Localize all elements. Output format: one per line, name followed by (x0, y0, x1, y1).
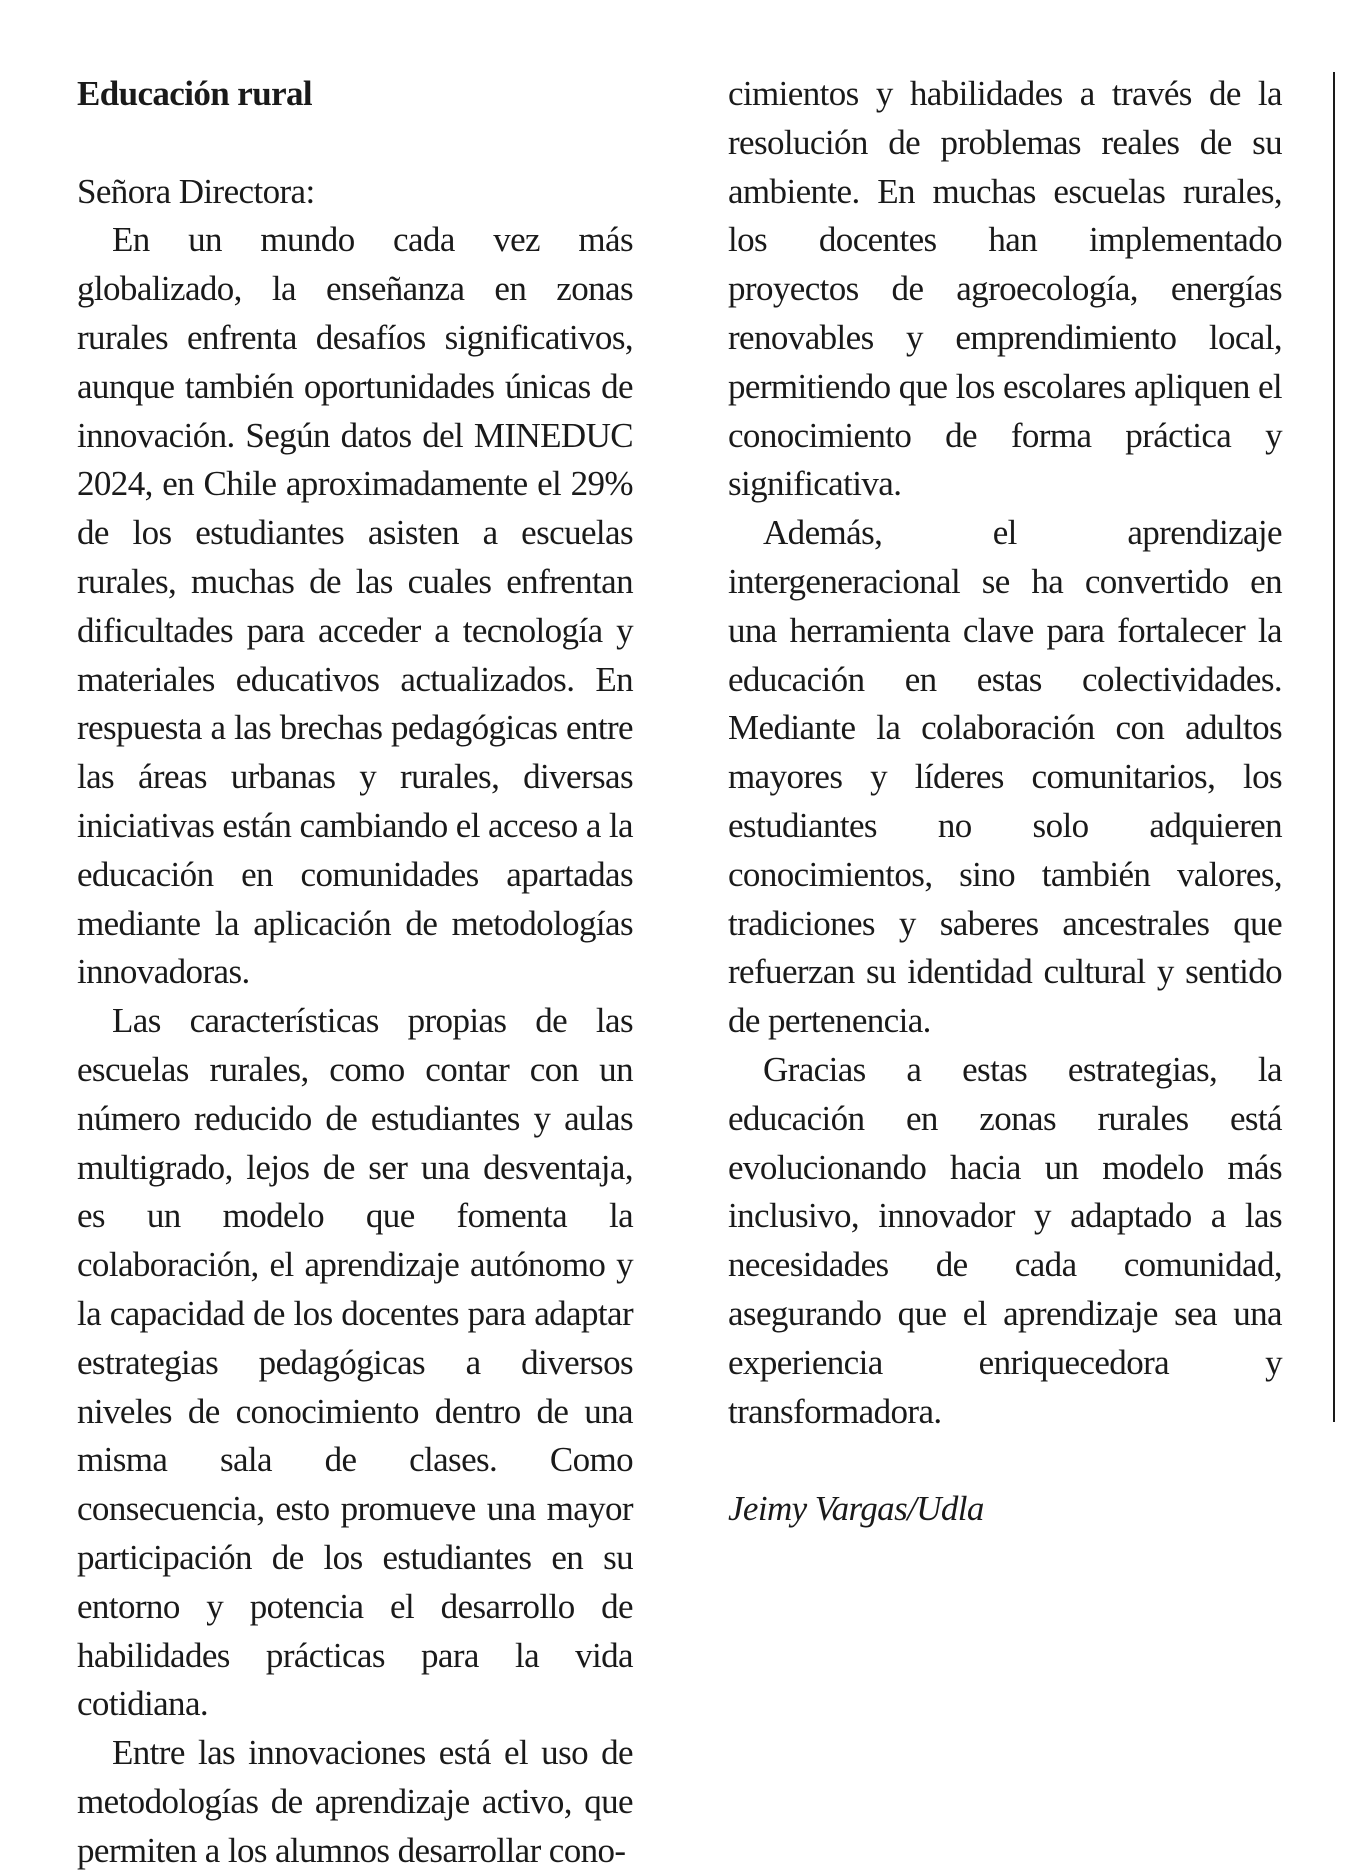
letter-signature: Jeimy Vargas/Udla (728, 1489, 984, 1529)
paragraph-4: Además, el aprendizaje intergeneracional se ha convertido en una herramienta clave para fortalecer la educación en estas colectividades. Mediante la colaboración con adultos mayores y líderes comunitarios, los estudiantes no solo adquieren conocimientos, sino también valores, tradiciones y saberes ancestrales que refuerzan su identidad cultural y sentido de pertenencia. (728, 513, 1282, 1041)
letter-salutation: Señora Directora: (77, 171, 315, 211)
column-left (77, 70, 633, 1875)
column-divider-rule (1333, 72, 1335, 1422)
paragraph-1: En un mundo cada vez más globalizado, la enseñanza en zonas rurales enfrenta desafíos significativos, aunque también oportunidades únicas de innovación. Según datos del MINEDUC 2024, en Chile aproximadamente el 29% de los estudiantes asisten a escuelas rurales, muchas de las cuales enfrentan dificultades para acceder a tecnología y materiales educativos actualizados. En respuesta a las brechas pedagógicas entre las áreas urbanas y rurales, diversas iniciativas están cambiando el acceso a la educación en comunidades apartadas mediante la aplicación de metodologías innovadoras. (77, 220, 633, 992)
paragraph-3-continued: cimientos y habilidades a través de la resolución de problemas reales de su ambiente. En muchas escuelas rurales, los docentes han implementado proyectos de agroecología, energías renovables y emprendimiento local, permitiendo que los escolares apliquen el conocimiento de forma práctica y significativa. (728, 74, 1282, 504)
column-right (728, 70, 1282, 1534)
paragraph-3-start: Entre las innovaciones está el uso de metodologías de aprendizaje activo, que permiten a los alumnos desarrollar cono- (77, 1733, 633, 1870)
paragraph-2: Las características propias de las escuelas rurales, como contar con un número reducido de estudiantes y aulas multigrado, lejos de ser una desventaja, es un modelo que fomenta la colaboración, el aprendizaje autónomo y la capacidad de los docentes para adaptar estrategias pedagógicas a diversos niveles de conocimiento dentro de una misma sala de clases. Como consecuencia, esto promueve una mayor participación de los estudiantes en su entorno y potencia el desarrollo de habilidades prácticas para la vida cotidiana. (77, 1001, 633, 1724)
letter-headline: Educación rural (77, 74, 313, 113)
paragraph-5: Gracias a estas estrategias, la educación en zonas rurales está evolucionando hacia un modelo más inclusivo, innovador y adaptado a las necesidades de cada comunidad, asegurando que el aprendizaje sea una experiencia enriquecedora y transformadora. (728, 1049, 1282, 1431)
